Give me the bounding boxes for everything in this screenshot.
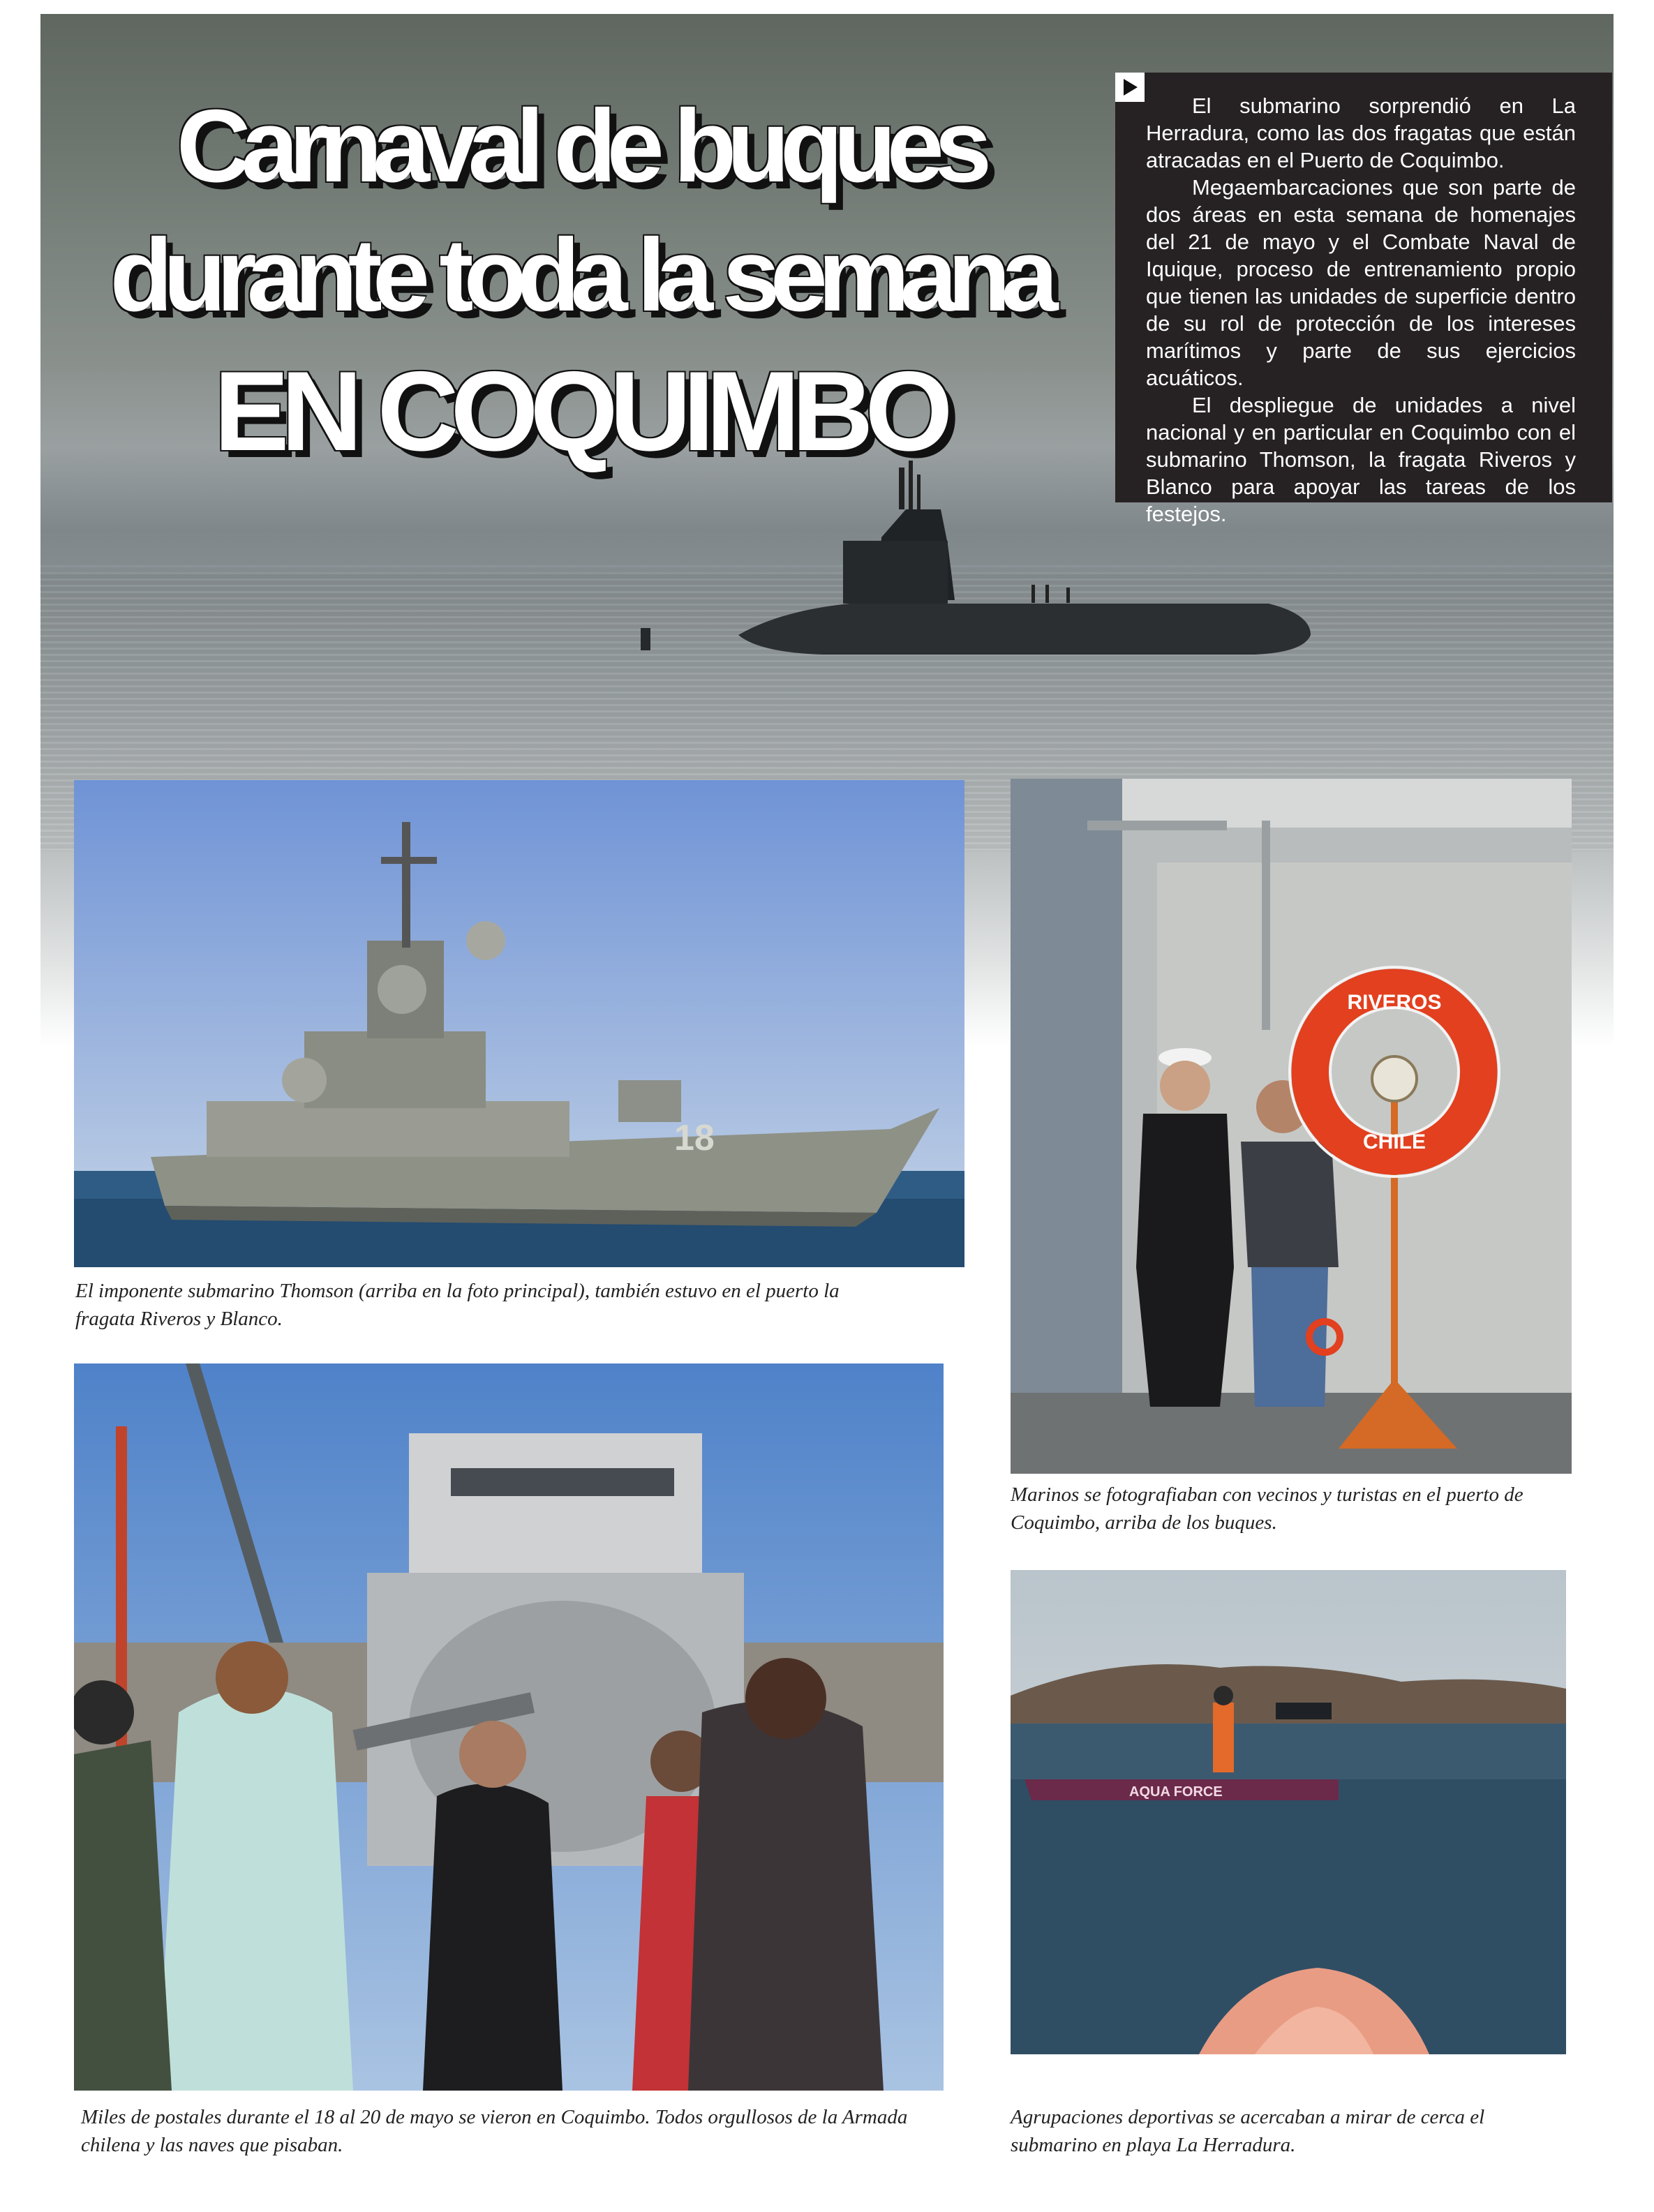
paddle-caption: Agrupaciones deportivas se acercaban a mirar de cerca el submarino en playa La Herradura. — [1011, 2106, 1485, 2156]
intro-paragraph-1: El submarino sorprendió en La Herradura, como las dos fragatas que están atracadas en el Puerto de Coquimbo. — [1146, 94, 1576, 172]
sailors-photo — [1011, 779, 1572, 1474]
visitors-caption: Miles de postales durante el 18 al 20 de mayo se vieron en Coquimbo. Todos orgullosos de la Armada chilena y las naves que pisaban. — [81, 2106, 908, 2156]
intro-paragraph-3: El despliegue de unidades a nivel nacional y en particular en Coquimbo con el submarino Thomson, la fragata Riveros y Blanco para apoyar las tareas de los festejos. — [1146, 393, 1576, 526]
headline-line-2: durante toda la semana — [110, 218, 1049, 333]
board-brand: AQUA FORCE — [1129, 1784, 1223, 1800]
visitors-photo — [74, 1363, 944, 2091]
sailors-caption: Marinos se fotografiaban con vecinos y turistas en el puerto de Coquimbo, arriba de los buques. — [1011, 1484, 1523, 1534]
hull-number: 18 — [674, 1118, 715, 1158]
lifebuoy-bottom-text: CHILE — [1363, 1130, 1426, 1153]
lifebuoy-top-text: RIVEROS — [1347, 991, 1442, 1014]
frigate-caption: El imponente submarino Thomson (arriba en la foto principal), también estuvo en el puerto la fragata Riveros y Blanco. — [75, 1280, 840, 1330]
headline — [84, 84, 1075, 481]
headline-line-3: EN COQUIMBO — [214, 348, 945, 474]
paddle-photo — [1011, 1570, 1566, 2054]
intro-paragraph-2: Megaembarcaciones que son parte de dos áreas en esta semana de homenajes del 21 de mayo y el Combate Naval de Iquique, proceso de entrenamiento propio que tienen las unidades de superficie dentro de su rol de protección de los intereses marítimos y parte de sus ejercicios acuáticos. — [1146, 175, 1576, 390]
headline-line-1: Carnaval de buques — [176, 89, 983, 204]
frigate-photo — [74, 780, 964, 1267]
play-arrow-icon — [1115, 73, 1145, 102]
intro-text-box — [1115, 73, 1612, 526]
